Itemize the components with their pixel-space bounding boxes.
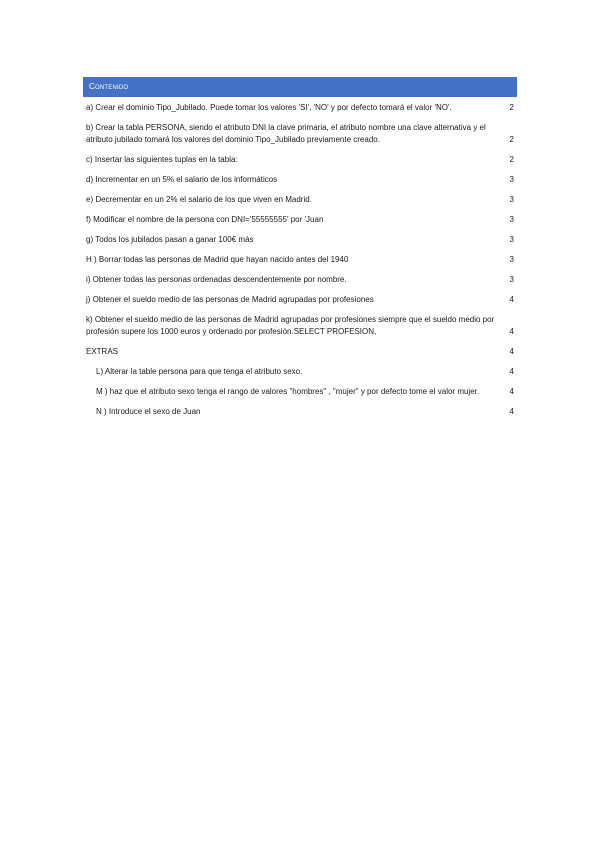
toc-entry-page: 2 <box>509 155 514 164</box>
toc-entry-b[interactable] <box>86 122 514 146</box>
toc-entry-m[interactable] <box>86 386 514 398</box>
toc-entry-text: a) Crear el dominio Tipo_Jubilado. Puede tomar los valores 'SI', 'NO' y por defecto tomará el valor 'NO'. <box>86 103 452 112</box>
toc-entry-page: 4 <box>509 327 514 336</box>
toc-entry-g[interactable] <box>86 234 514 246</box>
toc-entry-page: 4 <box>509 347 514 356</box>
toc-entry-text: c) Insertar las siguientes tuplas en la tabla: <box>86 155 238 164</box>
toc-entry-text: f) Modificar el nombre de la persona con DNI='55555555' por 'Juan <box>86 215 324 224</box>
toc-entry-page: 3 <box>509 215 514 224</box>
toc-entry-text: g) Todos los jubilados pasan a ganar 100€ más <box>86 235 254 244</box>
toc-entry-text: j) Obtener el sueldo medio de las personas de Madrid agrupadas por profesiones <box>86 295 374 304</box>
toc-entry-a[interactable] <box>86 102 514 114</box>
toc-entry-text: e) Decrementar en un 2% el salario de los que viven en Madrid. <box>86 195 312 204</box>
toc-entry-page: 3 <box>509 255 514 264</box>
toc-entry-l[interactable] <box>86 366 514 378</box>
toc-header: Contenido <box>83 77 517 97</box>
toc-entry-text: EXTRAS <box>86 347 119 356</box>
toc-entry-text: b) Crear la tabla PERSONA, siendo el atributo DNI la clave primaria, el atributo nombre una clave alternativa y el atributo jubilado tomará los valores del dominio Tipo_Jubilado previamente creado. <box>86 123 486 144</box>
toc-entry-k[interactable] <box>86 314 514 338</box>
toc-entry-text: H ) Borrar todas las personas de Madrid que hayan nacido antes del 1940 <box>86 255 349 264</box>
toc-entry-text: L) Alterar la table persona para que tenga el atributo sexo. <box>96 367 303 376</box>
toc-entry-page: 4 <box>509 295 514 304</box>
toc-entry-page: 2 <box>509 103 514 112</box>
toc-entry-text: N ) Introduce el sexo de Juan <box>96 407 201 416</box>
toc-entry-page: 4 <box>509 367 514 376</box>
toc-entry-page: 3 <box>509 275 514 284</box>
toc-entry-text: k) Obtener el sueldo medio de las personas de Madrid agrupadas por profesiones siempre que el sueldo medio por profesión supere los 1000 euros y ordenado por profesión.SELECT PROFESION, <box>86 315 495 336</box>
toc-entry-extras[interactable] <box>86 346 514 358</box>
toc-entry-d[interactable] <box>86 174 514 186</box>
toc-entry-h[interactable] <box>86 254 514 266</box>
toc-entry-n[interactable] <box>86 406 514 418</box>
toc-entry-page: 2 <box>509 135 514 144</box>
toc-entry-e[interactable] <box>86 194 514 206</box>
toc-entry-text: d) Incrementar en un 5% el salario de los informáticos <box>86 175 278 184</box>
toc-entry-text: i) Obtener todas las personas ordenadas descendentemente por nombre. <box>86 275 347 284</box>
toc-entry-text: M ) haz que el atributo sexo tenga el rango de valores "hombres" , "mujer" y por defecto tome el valor mujer. <box>96 387 480 396</box>
toc-entry-i[interactable] <box>86 274 514 286</box>
toc-entry-f[interactable] <box>86 214 514 226</box>
toc-entry-c[interactable] <box>86 154 514 166</box>
toc-entry-page: 3 <box>509 235 514 244</box>
toc-entry-page: 4 <box>509 387 514 396</box>
table-of-contents <box>86 102 514 426</box>
toc-entry-page: 3 <box>509 175 514 184</box>
toc-entry-j[interactable] <box>86 294 514 306</box>
toc-entry-page: 4 <box>509 407 514 416</box>
toc-entry-page: 3 <box>509 195 514 204</box>
